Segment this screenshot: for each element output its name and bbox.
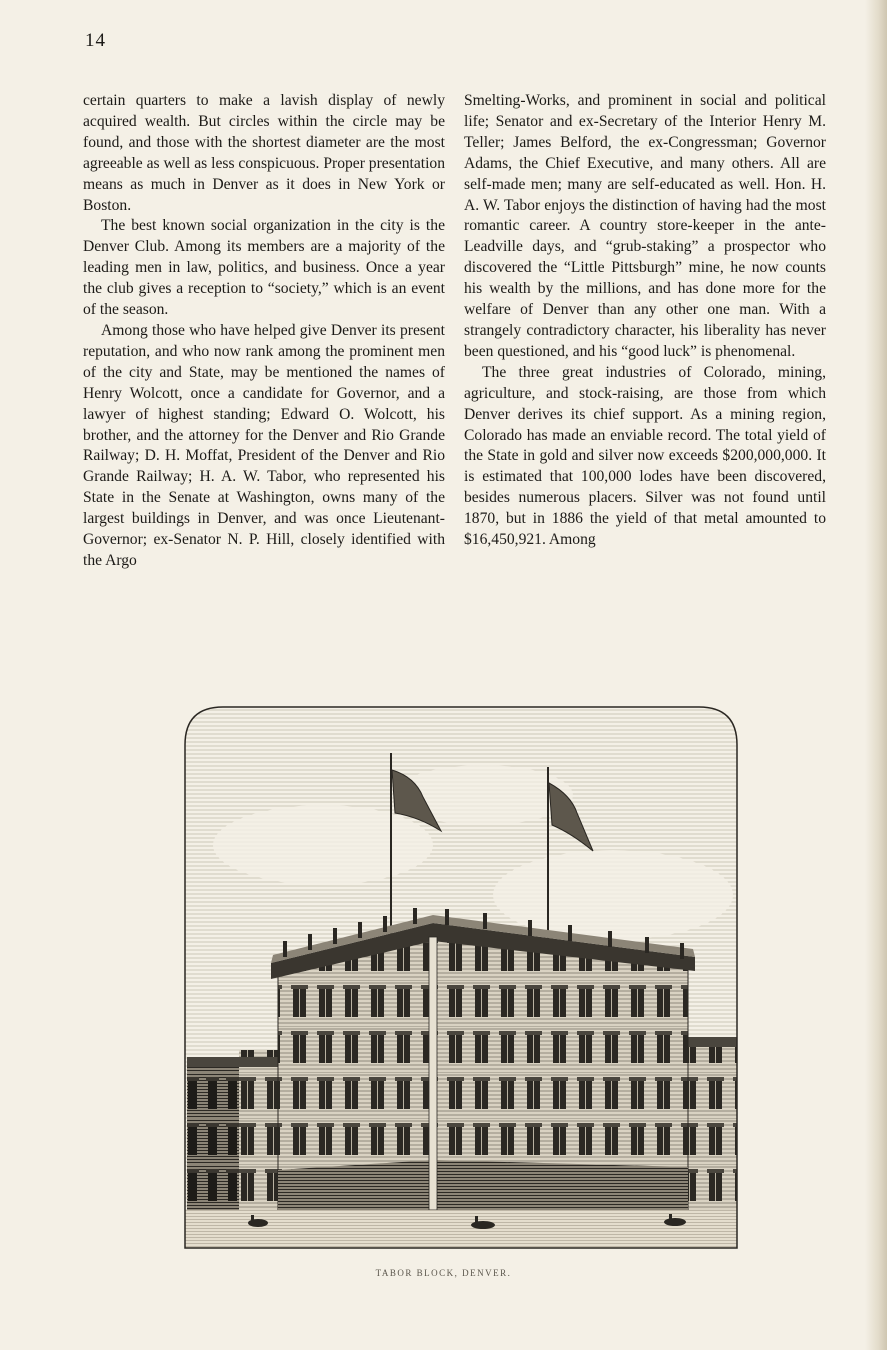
page-number: 14 [85,30,106,51]
right-text-column [464,91,826,551]
paragraph: Among those who have helped give Denver its present reputation, and who now rank among the prominent men of the city and State, may be mentioned the names of Henry Wolcott, once a candidate for Governor, and a lawyer of highest standing; Edward O. Wolcott, his brother, and the attorney for the Denver and Rio Grande Railway; D. H. Moffat, President of the Denver and Rio Grande Railway; H. A. W. Tabor, who represented his State in the Senate at Washington, owns many of the largest buildings in Denver, and was once Lieutenant-Governor; ex-Senator N. P. Hill, closely identified with the Argo [83,321,445,569]
tabor-block-engraving [183,705,739,1250]
paragraph: The best known social organization in the city is the Denver Club. Among its members are a majority of the leading men in law, politics, and business. Once a year the club gives a reception to “society,” which is an event of the season. [83,217,445,319]
left-text-column [83,91,445,572]
page-edge [865,0,887,1350]
paragraph: The three great industries of Colorado, mining, agriculture, and stock-raising, are those from which Denver derives its chief support. As a mining region, Colorado has made an enviable record. The total yield of the State in gold and silver now exceeds $200,000,000. It is estimated that 100,000 lodes have been discovered, besides numerous placers. Silver was not found until 1870, but in 1886 the yield of that metal amounted to $16,450,921. Among [464,363,826,549]
paragraph: certain quarters to make a lavish display of newly acquired wealth. But circles within the circle may be found, and those with the shortest diameter are the most agreeable as well as less conspicuous. Proper presentation means as much in Denver as it does in New York or Boston. [83,92,446,214]
paragraph: Smelting-Works, and prominent in social and political life; Senator and ex-Secretary of the Interior Henry M. Teller; James Belford, the ex-Congressman; Governor Adams, the Chief Executive, and many others. All are self-made men; many are self-educated as well. Hon. H. A. W. Tabor enjoys the distinction of having had the most romantic career. A country store-keeper in the ante-Leadville days, and “grub-staking” a prospector who discovered the “Little Pittsburgh” mine, he now counts his wealth by the millions, and has done more for the welfare of Denver than any other one man. With a strangely contradictory character, his liberality has never been questioned, and his “good luck” is phenomenal. [464,92,826,360]
figure-caption: TABOR BLOCK, DENVER. [375,1268,512,1278]
